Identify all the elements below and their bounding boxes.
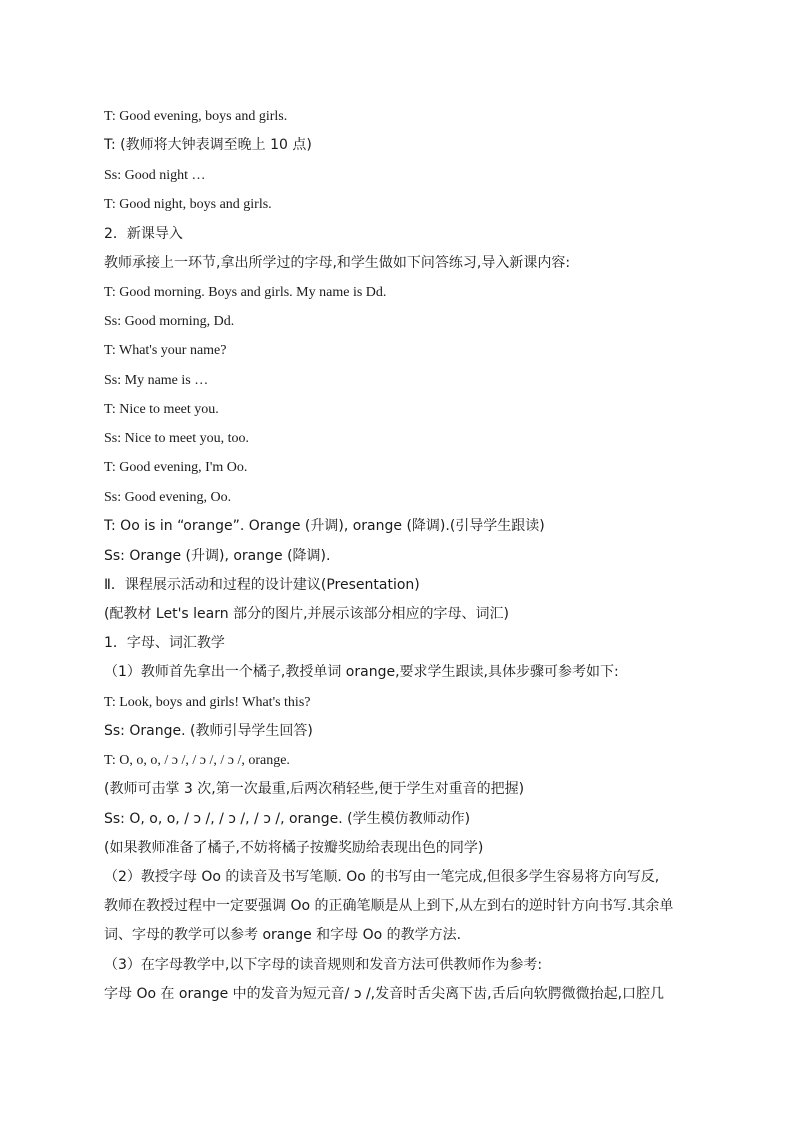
subsection-heading: 1．字母、词汇教学 [104, 635, 225, 651]
dialogue-line: Ss: Nice to meet you, too. [104, 431, 250, 446]
dialogue-line: Ss: Orange (升调), orange (降调). [104, 548, 331, 564]
dialogue-line: T: Good evening, boys and girls. [104, 109, 288, 124]
dialogue-line: T: Oo is in “orange”. Orange (升调), orange (降调).(引导学生跟读) [104, 518, 545, 534]
paragraph-line: 词、字母的教学可以参考 orange 和字母 Oo 的教学方法. [104, 927, 462, 943]
dialogue-line: Ss: Orange. (教师引导学生回答) [104, 723, 313, 739]
dialogue-line: T: Good morning. Boys and girls. My name is Dd. [104, 285, 387, 300]
paragraph-line: (如果教师准备了橘子,不妨将橘子按瓣奖励给表现出色的同学) [104, 840, 484, 856]
dialogue-line: T: Good night, boys and girls. [104, 197, 272, 212]
paragraph-line: (教师可击掌 3 次,第一次最重,后两次稍轻些,便于学生对重音的把握) [104, 781, 525, 797]
dialogue-line: Ss: My name is … [104, 373, 209, 388]
dialogue-line: Ss: O, o, o, / ɔ /, / ɔ /, / ɔ /, orange. (学生模仿教师动作) [104, 811, 471, 827]
paragraph-line: （2）教授字母 Oo 的读音及书写笔顺. Oo 的书写由一笔完成,但很多学生容易将方向写反, [104, 869, 660, 885]
paragraph-line: （3）在字母教学中,以下字母的读音规则和发音方法可供教师作为参考: [104, 957, 543, 973]
dialogue-line: T: What's your name? [104, 343, 227, 358]
dialogue-line: T: O, o, o, / ɔ /, / ɔ /, / ɔ /, orange. [104, 753, 290, 768]
paragraph-line: (配教材 Let's learn 部分的图片,并展示该部分相应的字母、词汇) [104, 606, 509, 622]
section-heading: 2．新课导入 [104, 226, 183, 242]
dialogue-line: Ss: Good evening, Oo. [104, 490, 232, 505]
dialogue-line: T: Good evening, I'm Oo. [104, 460, 248, 475]
dialogue-line: T: (教师将大钟表调至晚上 10 点) [104, 137, 312, 153]
section-heading: Ⅱ．课程展示活动和过程的设计建议(Presentation) [104, 577, 420, 593]
paragraph-line: （1）教师首先拿出一个橘子,教授单词 orange,要求学生跟读,具体步骤可参考如下: [104, 664, 619, 680]
dialogue-line: T: Nice to meet you. [104, 402, 219, 417]
paragraph-line: 教师承接上一环节,拿出所学过的字母,和学生做如下问答练习,导入新课内容: [104, 255, 571, 271]
dialogue-line: Ss: Good morning, Dd. [104, 314, 235, 329]
dialogue-line: T: Look, boys and girls! What's this? [104, 695, 311, 710]
paragraph-line: 教师在教授过程中一定要强调 Oo 的正确笔顺是从上到下,从左到右的逆时针方向书写.其余单 [104, 898, 674, 914]
paragraph-line: 字母 Oo 在 orange 中的发音为短元音/ ɔ /,发音时舌尖离下齿,舌后向软腭微微抬起,口腔几 [104, 986, 665, 1002]
dialogue-line: Ss: Good night … [104, 168, 206, 183]
